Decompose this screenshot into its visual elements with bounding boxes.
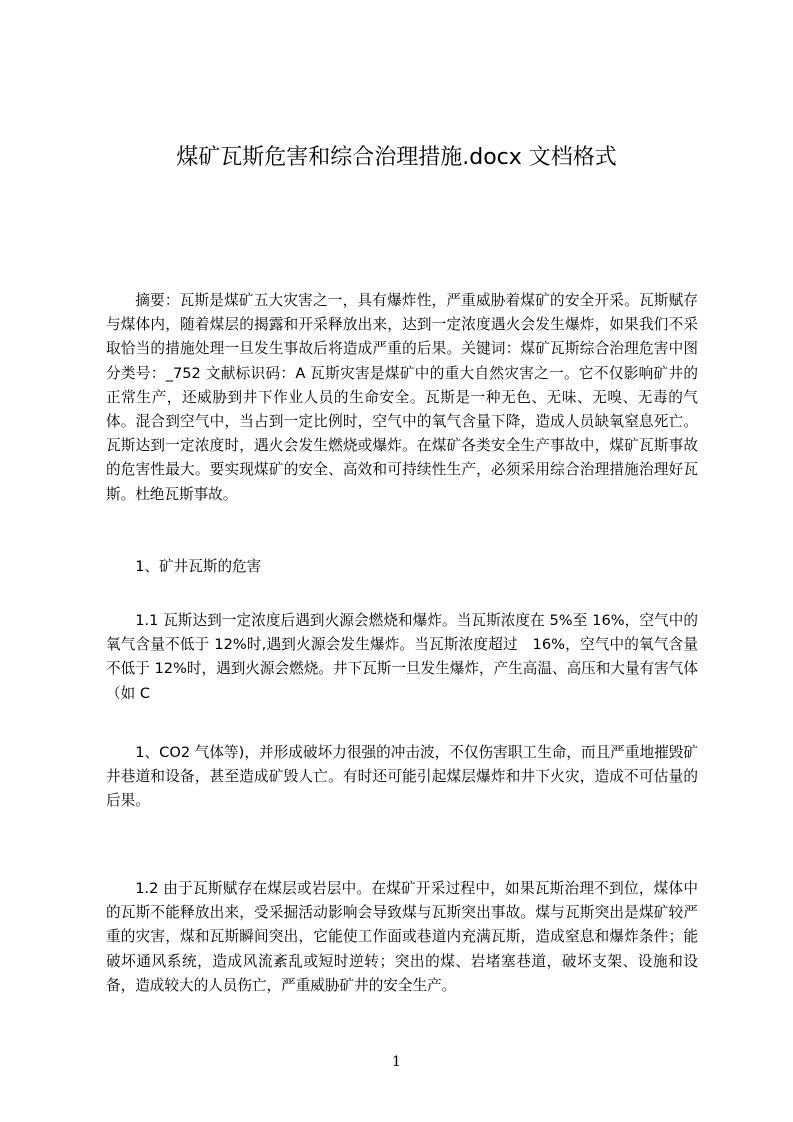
section-heading: 1、矿井瓦斯的危害 bbox=[135, 558, 262, 575]
paragraph-1-1-continued: 1、CO2 气体等)，并形成破坏力很强的冲击波，不仅伤害职工生命，而且严重地摧毁矿井巷道和设备，甚至造成矿毁人亡。有时还可能引起煤层爆炸和井下火灾，造成不可估量的后果。 bbox=[106, 744, 698, 810]
section-1-1-cont-block bbox=[106, 741, 698, 814]
section-1-2-block bbox=[106, 877, 698, 998]
section-1-1-block bbox=[106, 609, 698, 706]
document-title: 煤矿瓦斯危害和综合治理措施.docx 文档格式 bbox=[176, 145, 617, 170]
paragraph-1-2: 1.2 由于瓦斯赋存在煤层或岩层中。在煤矿开采过程中，如果瓦斯治理不到位，煤体中的瓦斯不能释放出来，受采掘活动影响会导致煤与瓦斯突出事故。煤与瓦斯突出是煤矿较严重的灾害，煤和瓦斯瞬间突出，它能使工作面或巷道内充满瓦斯，造成窒息和爆炸条件；能破坏通风系统，造成风流紊乱或短时逆转；突出的煤、岩堵塞巷道，破坏支架、设施和设备，造成较大的人员伤亡，严重威胁矿井的安全生产。 bbox=[106, 880, 698, 994]
abstract-block bbox=[106, 289, 698, 507]
page-number: 1 bbox=[392, 1054, 401, 1070]
paragraph-1-1: 1.1 瓦斯达到一定浓度后遇到火源会燃烧和爆炸。当瓦斯浓度在 5%至 16%，空气中的氧气含量不低于 12%时,遇到火源会发生爆炸。当瓦斯浓度超过 16%，空气中的氧气含量不低于 12%时，遇到火源会燃烧。井下瓦斯一旦发生爆炸，产生高温、高压和大量有害气体（如 C bbox=[106, 612, 698, 702]
section-1-heading-block bbox=[106, 555, 698, 579]
abstract-paragraph: 摘要：瓦斯是煤矿五大灾害之一，具有爆炸性，严重威胁着煤矿的安全开采。瓦斯赋存与煤体内，随着煤层的揭露和开采释放出来，达到一定浓度遇火会发生爆炸，如果我们不采取恰当的措施处理一旦发生事故后将造成严重的后果。关键词：煤矿瓦斯综合治理危害中图分类号：_752 文献标识码：A 瓦斯灾害是煤矿中的重大自然灾害之一。它不仅影响矿井的正常生产，还威胁到井下作业人员的生命安全。瓦斯是一种无色、无味、无嗅、无毒的气体。混合到空气中，当占到一定比例时，空气中的氧气含量下降，造成人员缺氧窒息死亡。瓦斯达到一定浓度时，遇火会发生燃烧或爆炸。在煤矿各类安全生产事故中，煤矿瓦斯事故的危害性最大。要实现煤矿的安全、高效和可持续性生产，必须采用综合治理措施治理好瓦斯。杜绝瓦斯事故。 bbox=[106, 292, 698, 503]
